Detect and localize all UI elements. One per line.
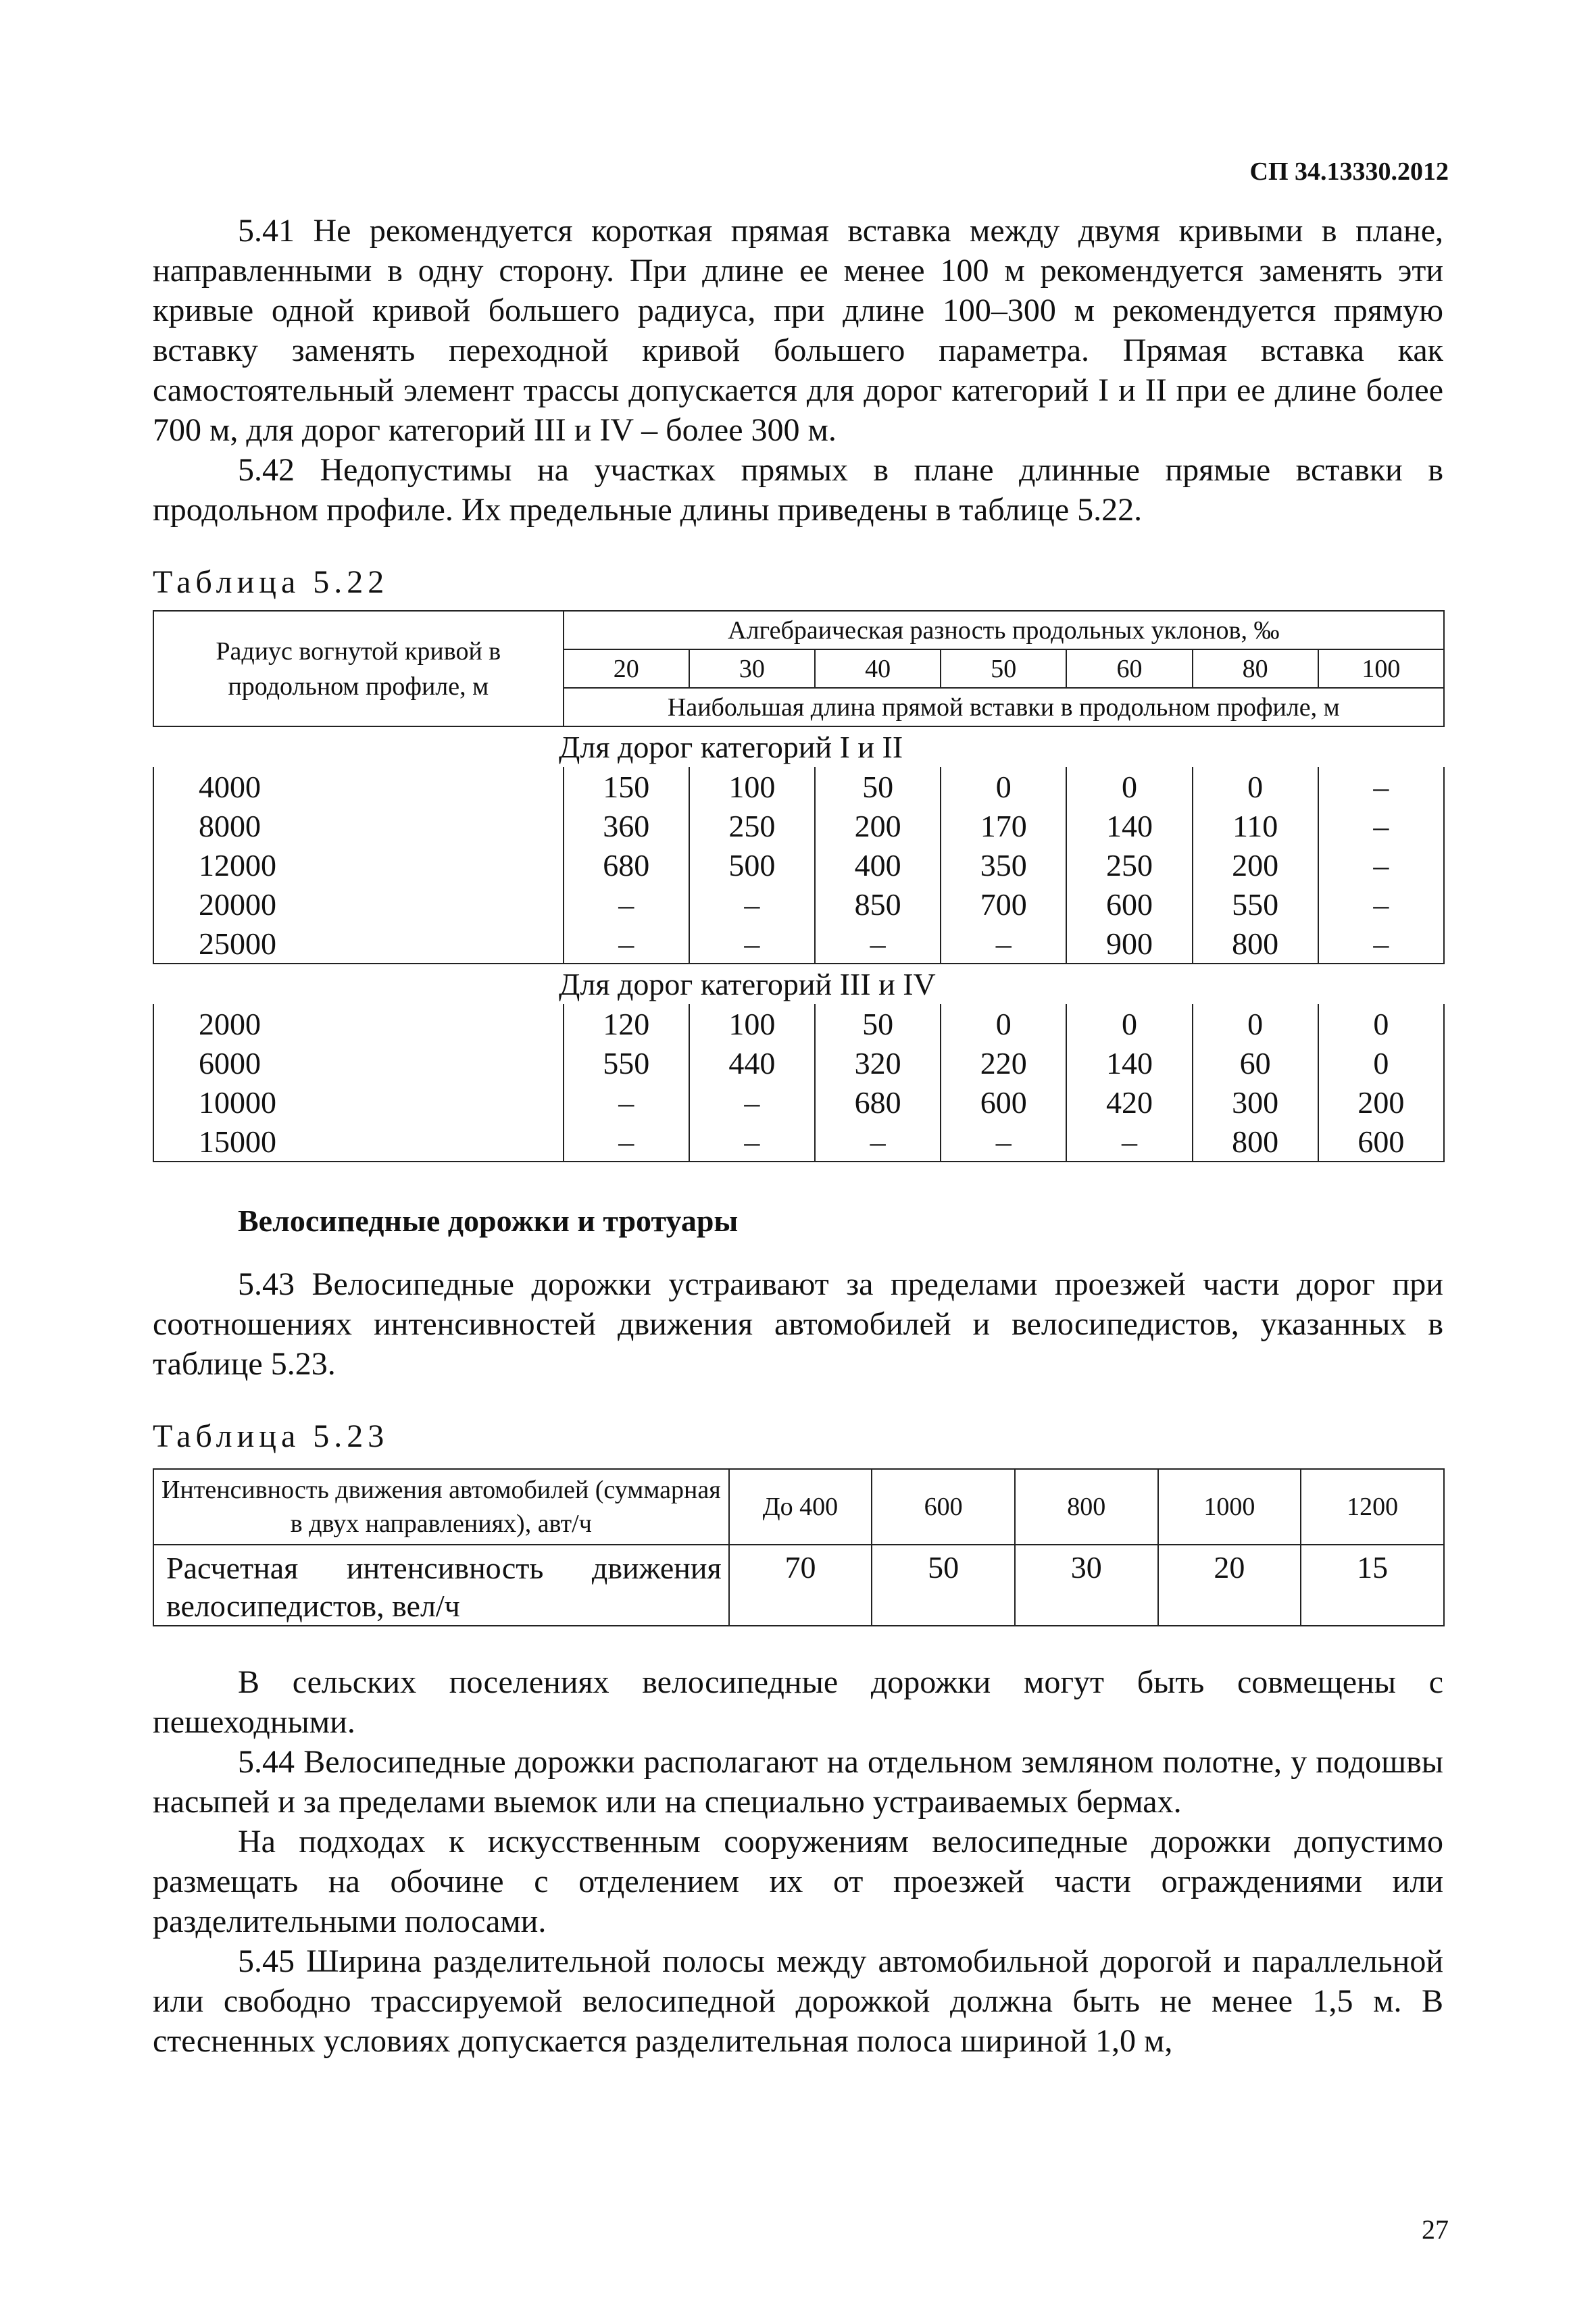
length-cell: 200: [1193, 845, 1318, 885]
length-cell: 50: [815, 1004, 941, 1043]
length-cell: 250: [1066, 845, 1192, 885]
label-word: интенсивность: [346, 1551, 544, 1585]
traffic-intensity-value: 1200: [1301, 1469, 1444, 1545]
length-cell: –: [564, 1082, 689, 1122]
paragraph-approaches: На подходах к искусственным сооружениям велосипедные дорожки допустимо размещать на обочине с отделением их от проезжей части ограждениями или разделительными полосами.: [153, 1824, 1443, 1939]
length-cell: 0: [1193, 1004, 1318, 1043]
length-cell: 0: [1318, 1043, 1444, 1082]
cyclist-intensity-value: 50: [872, 1545, 1015, 1626]
radius-column-header: Радиус вогнутой кривой в продольном профиле, м: [153, 611, 564, 726]
length-cell: 680: [815, 1082, 941, 1122]
length-cell: 0: [1066, 767, 1192, 806]
radius-cell: 25000: [153, 924, 564, 964]
table-row: [153, 1082, 1444, 1122]
length-cell: 0: [941, 767, 1066, 806]
length-cell: 420: [1066, 1082, 1192, 1122]
length-cell: 200: [815, 806, 941, 845]
table-row: [153, 1004, 1444, 1043]
table-row: [153, 1043, 1444, 1082]
radius-cell: 20000: [153, 885, 564, 924]
length-cell: 60: [1193, 1043, 1318, 1082]
length-cell: 550: [1193, 885, 1318, 924]
slope-header-cell: 100: [1318, 649, 1444, 688]
length-cell: 110: [1193, 806, 1318, 845]
radius-cell: 6000: [153, 1043, 564, 1082]
length-cell: 700: [941, 885, 1066, 924]
length-cell: 500: [689, 845, 815, 885]
slope-header-cell: 60: [1066, 649, 1192, 688]
length-cell: –: [1318, 924, 1444, 964]
length-cell: 0: [941, 1004, 1066, 1043]
radius-cell: 4000: [153, 767, 564, 806]
length-cell: 360: [564, 806, 689, 845]
table-row: [153, 845, 1444, 885]
length-cell: 900: [1066, 924, 1192, 964]
traffic-intensity-value: До 400: [729, 1469, 872, 1545]
length-cell: 250: [689, 806, 815, 845]
paragraph-5-42: 5.42 Недопустимы на участках прямых в плане длинные прямые вставки в продольном профиле. Их предельные длины приведены в таблице 5.22.: [153, 452, 1443, 528]
length-cell: 320: [815, 1043, 941, 1082]
paragraph-5-44: 5.44 Велосипедные дорожки располагают на отдельном земляном полотне, у подошвы насыпей и за пределами выемок или на специально устраиваемых бермах.: [153, 1744, 1443, 1820]
length-cell: –: [1066, 1122, 1192, 1162]
length-cell: 220: [941, 1043, 1066, 1082]
length-cell: –: [689, 1082, 815, 1122]
table-row: [153, 806, 1444, 845]
length-cell: 0: [1193, 767, 1318, 806]
length-cell: 600: [1318, 1122, 1444, 1162]
cyclist-intensity-value: 30: [1015, 1545, 1158, 1626]
length-cell: 120: [564, 1004, 689, 1043]
length-cell: 140: [1066, 806, 1192, 845]
slope-header-cell: 80: [1193, 649, 1318, 688]
length-cell: 140: [1066, 1043, 1192, 1082]
paragraph-rural: В сельских поселениях велосипедные дорожки могут быть совмещены с пешеходными.: [153, 1664, 1443, 1740]
length-cell: –: [941, 924, 1066, 964]
length-cell: 100: [689, 1004, 815, 1043]
label-line-2: велосипедистов, вел/ч: [166, 1589, 460, 1623]
length-cell: –: [1318, 845, 1444, 885]
radius-cell: 8000: [153, 806, 564, 845]
length-cell: 550: [564, 1043, 689, 1082]
length-cell: –: [689, 885, 815, 924]
traffic-intensity-row: [153, 1469, 1444, 1545]
length-cell: –: [689, 924, 815, 964]
paragraphs-bottom: [153, 1662, 1443, 2061]
length-cell: 0: [1066, 1004, 1192, 1043]
paragraph-5-41: 5.41 Не рекомендуется короткая прямая вставка между двумя кривыми в плане, направленными в одну сторону. При длине ее менее 100 м рекомендуется заменять эти кривые одной кривой большего радиуса, при длине 100–300 м рекомендуется прямую вставку заменять переходной кривой большего параметра. Прямая вставка как самостоятельный элемент трассы допускается для дорог категорий I и II при ее длине более 700 м, для дорог категорий III и IV – более 300 м.: [153, 213, 1443, 448]
length-cell: –: [564, 885, 689, 924]
cyclist-intensity-row: [153, 1545, 1444, 1626]
length-cell: 800: [1193, 1122, 1318, 1162]
length-cell: 800: [1193, 924, 1318, 964]
paragraph-5-45: 5.45 Ширина разделительной полосы между автомобильной дорогой и параллельной или свободно трассируемой велосипедной дорожкой должна быть не менее 1,5 м. В стесненных условиях допускается разделительная полоса шириной 1,0 м,: [153, 1943, 1443, 2059]
length-cell: 0: [1318, 1004, 1444, 1043]
page-number: 27: [1422, 2214, 1449, 2245]
length-header: Наибольшая длина прямой вставки в продольном профиле, м: [564, 688, 1444, 726]
paragraph-5-43: 5.43 Велосипедные дорожки устраивают за пределами проезжей части дорог при соотношениях интенсивностей движения автомобилей и велосипедистов, указанных в таблице 5.23.: [153, 1266, 1443, 1382]
traffic-intensity-value: 600: [872, 1469, 1015, 1545]
table-row: [153, 767, 1444, 806]
length-cell: 100: [689, 767, 815, 806]
slope-group-header: Алгебраическая разность продольных уклонов, ‰: [564, 611, 1444, 649]
label-word: движения: [591, 1551, 722, 1585]
length-cell: 850: [815, 885, 941, 924]
length-cell: –: [1318, 885, 1444, 924]
cyclist-intensity-value: 70: [729, 1545, 872, 1626]
radius-cell: 10000: [153, 1082, 564, 1122]
document-code: СП 34.13330.2012: [1249, 157, 1449, 186]
traffic-intensity-value: 1000: [1158, 1469, 1301, 1545]
length-cell: 350: [941, 845, 1066, 885]
table-5-22: [153, 610, 1445, 1162]
table-row: [153, 885, 1444, 924]
table-row: [153, 924, 1444, 964]
table-row: [153, 1122, 1444, 1162]
length-cell: 50: [815, 767, 941, 806]
length-cell: 600: [1066, 885, 1192, 924]
table-5-23-caption: Таблица 5.23: [153, 1418, 389, 1454]
cyclist-intensity-value: 20: [1158, 1545, 1301, 1626]
length-cell: 300: [1193, 1082, 1318, 1122]
cyclist-intensity-value: 15: [1301, 1545, 1444, 1626]
label-word: Расчетная: [166, 1551, 299, 1585]
cyclist-intensity-label: [153, 1545, 729, 1626]
length-cell: –: [1318, 767, 1444, 806]
slope-header-cell: 20: [564, 649, 689, 688]
section-title: Велосипедные дорожки и тротуары: [238, 1203, 739, 1238]
length-cell: –: [689, 1122, 815, 1162]
traffic-intensity-value: 800: [1015, 1469, 1158, 1545]
length-cell: 600: [941, 1082, 1066, 1122]
length-cell: 400: [815, 845, 941, 885]
table-5-22-caption: Таблица 5.22: [153, 564, 389, 600]
group-label: Для дорог категорий III и IV: [153, 964, 1444, 1004]
length-cell: 150: [564, 767, 689, 806]
radius-cell: 2000: [153, 1004, 564, 1043]
length-cell: –: [815, 1122, 941, 1162]
table-5-23: [153, 1468, 1445, 1626]
slope-header-cell: 30: [689, 649, 815, 688]
length-cell: –: [564, 1122, 689, 1162]
traffic-intensity-label: Интенсивность движения автомобилей (суммарная в двух направлениях), авт/ч: [153, 1469, 729, 1545]
table-group-row: [153, 726, 1444, 767]
length-cell: 200: [1318, 1082, 1444, 1122]
length-cell: 170: [941, 806, 1066, 845]
length-cell: –: [815, 924, 941, 964]
paragraphs-top: [153, 211, 1443, 530]
paragraph-5-43-block: [153, 1264, 1443, 1384]
radius-cell: 12000: [153, 845, 564, 885]
slope-header-cell: 50: [941, 649, 1066, 688]
group-label: Для дорог категорий I и II: [153, 726, 1444, 767]
radius-cell: 15000: [153, 1122, 564, 1162]
length-cell: –: [564, 924, 689, 964]
table-group-row: [153, 964, 1444, 1004]
slope-header-cell: 40: [815, 649, 941, 688]
length-cell: –: [941, 1122, 1066, 1162]
length-cell: 680: [564, 845, 689, 885]
length-cell: –: [1318, 806, 1444, 845]
length-cell: 440: [689, 1043, 815, 1082]
